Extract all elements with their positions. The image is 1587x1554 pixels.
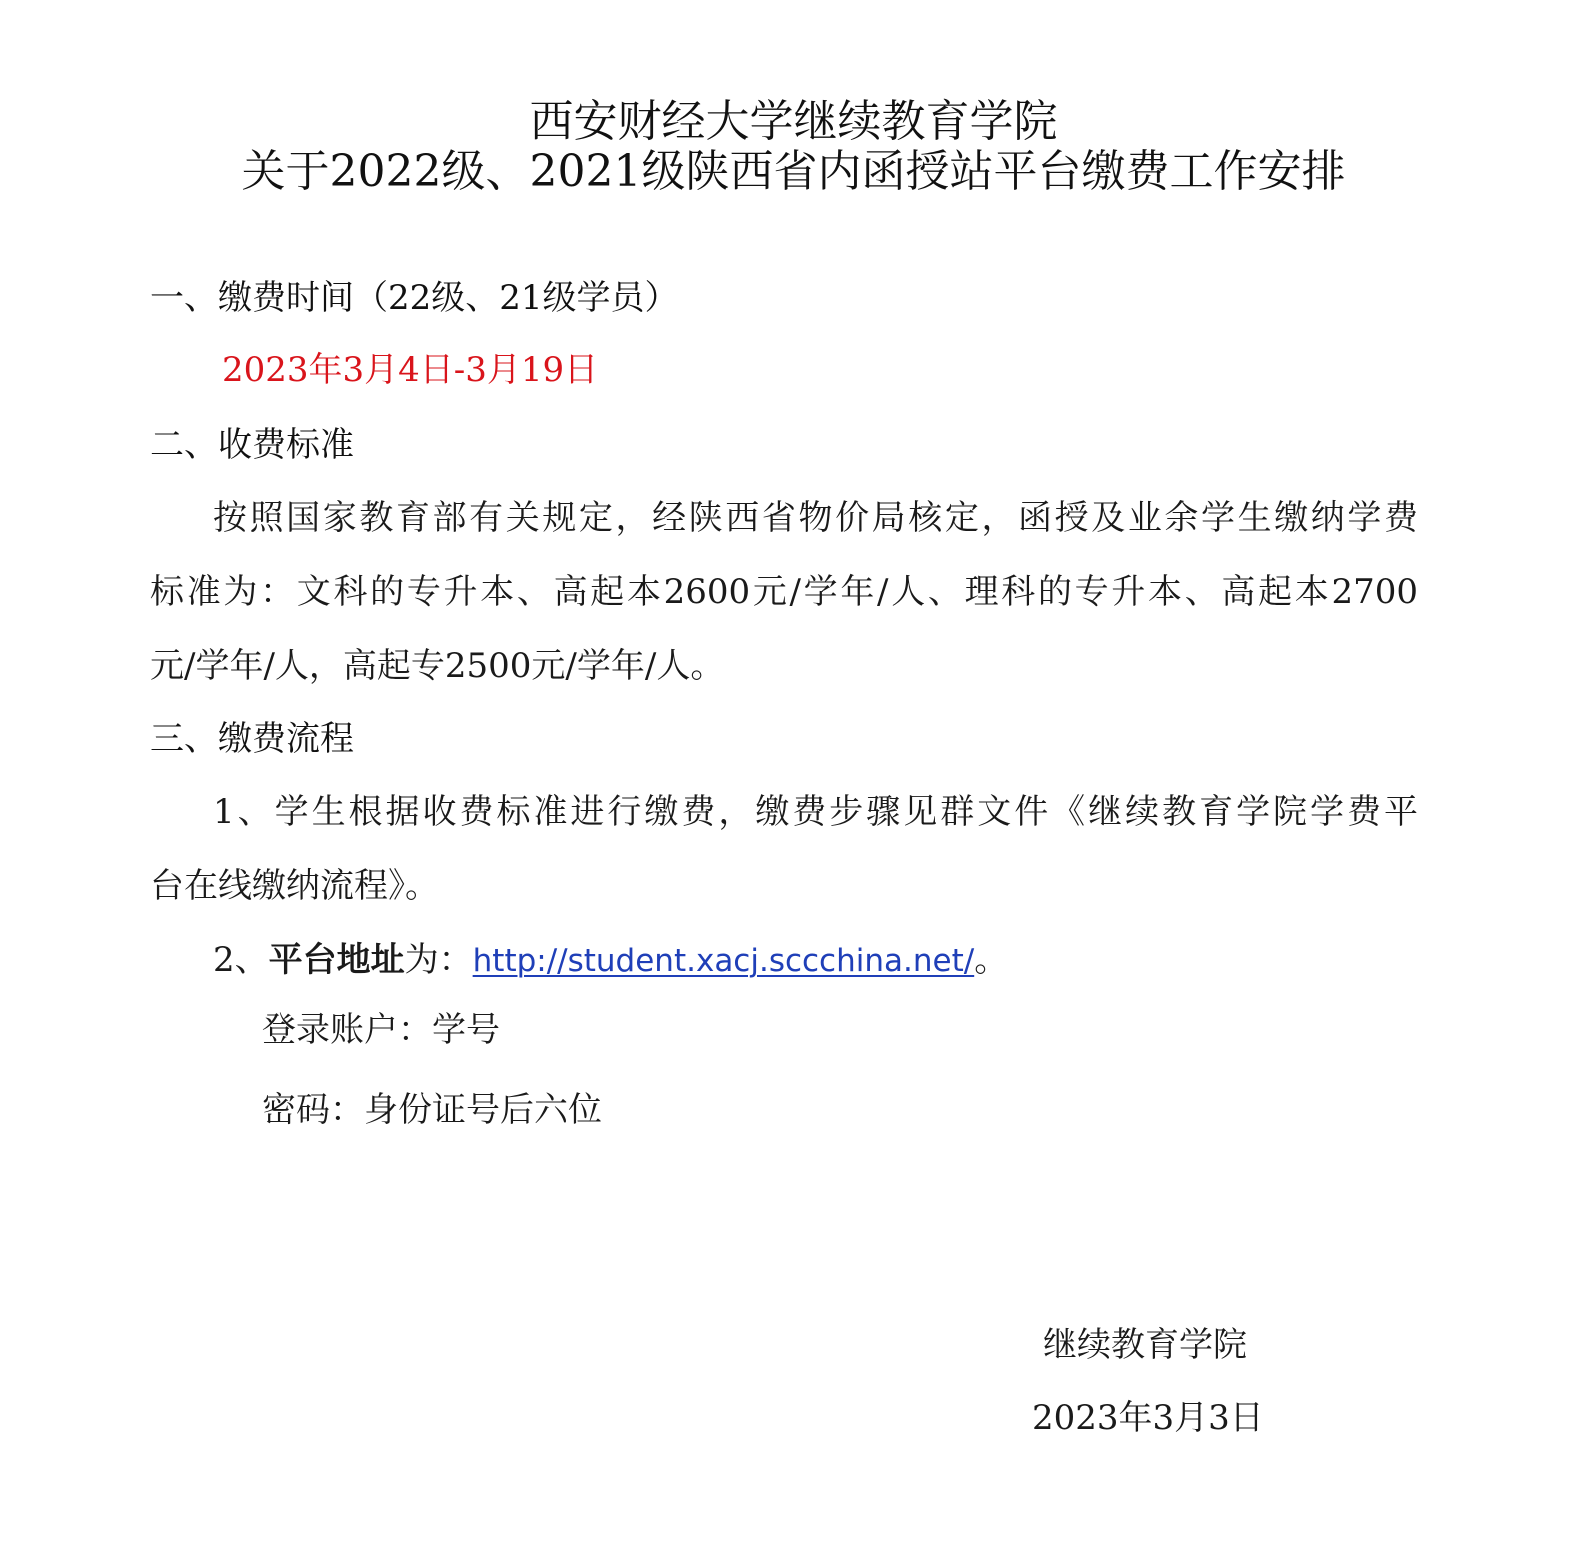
section-heading-payment-time: 一、缴费时间（22级、21级学员） bbox=[150, 278, 679, 318]
section-heading-fee-standard: 二、收费标准 bbox=[150, 425, 354, 465]
fee-paragraph-line: 按照国家教育部有关规定，经陕西省物价局核定，函授及业余学生缴纳学费 bbox=[213, 498, 1418, 538]
platform-url-link[interactable]: http://student.xacj.sccchina.net/ bbox=[472, 943, 975, 979]
signature-org: 继续教育学院 bbox=[1043, 1325, 1247, 1365]
platform-address-colon: 为： bbox=[404, 940, 473, 980]
login-account-info: 登录账户：学号 bbox=[262, 1010, 500, 1050]
fee-paragraph-line: 元/学年/人，高起专2500元/学年/人。 bbox=[150, 646, 725, 686]
step-1-line: 1、学生根据收费标准进行缴费，缴费步骤见群文件《继续教育学院学费平 bbox=[213, 792, 1418, 832]
document-title: 西安财经大学继续教育学院 bbox=[529, 96, 1058, 147]
document-subtitle: 关于2022级、2021级陕西省内函授站平台缴费工作安排 bbox=[241, 146, 1346, 197]
payment-date-range: 2023年3月4日-3月19日 bbox=[222, 350, 599, 390]
password-info: 密码：身份证号后六位 bbox=[262, 1090, 602, 1130]
step-1-line: 台在线缴纳流程》。 bbox=[150, 866, 439, 906]
platform-address-suffix: 。 bbox=[974, 940, 1009, 980]
fee-paragraph-line: 标准为：文科的专升本、高起本2600元/学年/人、理科的专升本、高起本2700 bbox=[150, 572, 1418, 612]
step-2-line bbox=[213, 938, 1008, 983]
step-2-number: 2、 bbox=[213, 940, 269, 980]
platform-address-label: 平台地址 bbox=[268, 940, 405, 980]
section-heading-payment-process: 三、缴费流程 bbox=[150, 719, 354, 759]
signature-date: 2023年3月3日 bbox=[1032, 1398, 1264, 1438]
